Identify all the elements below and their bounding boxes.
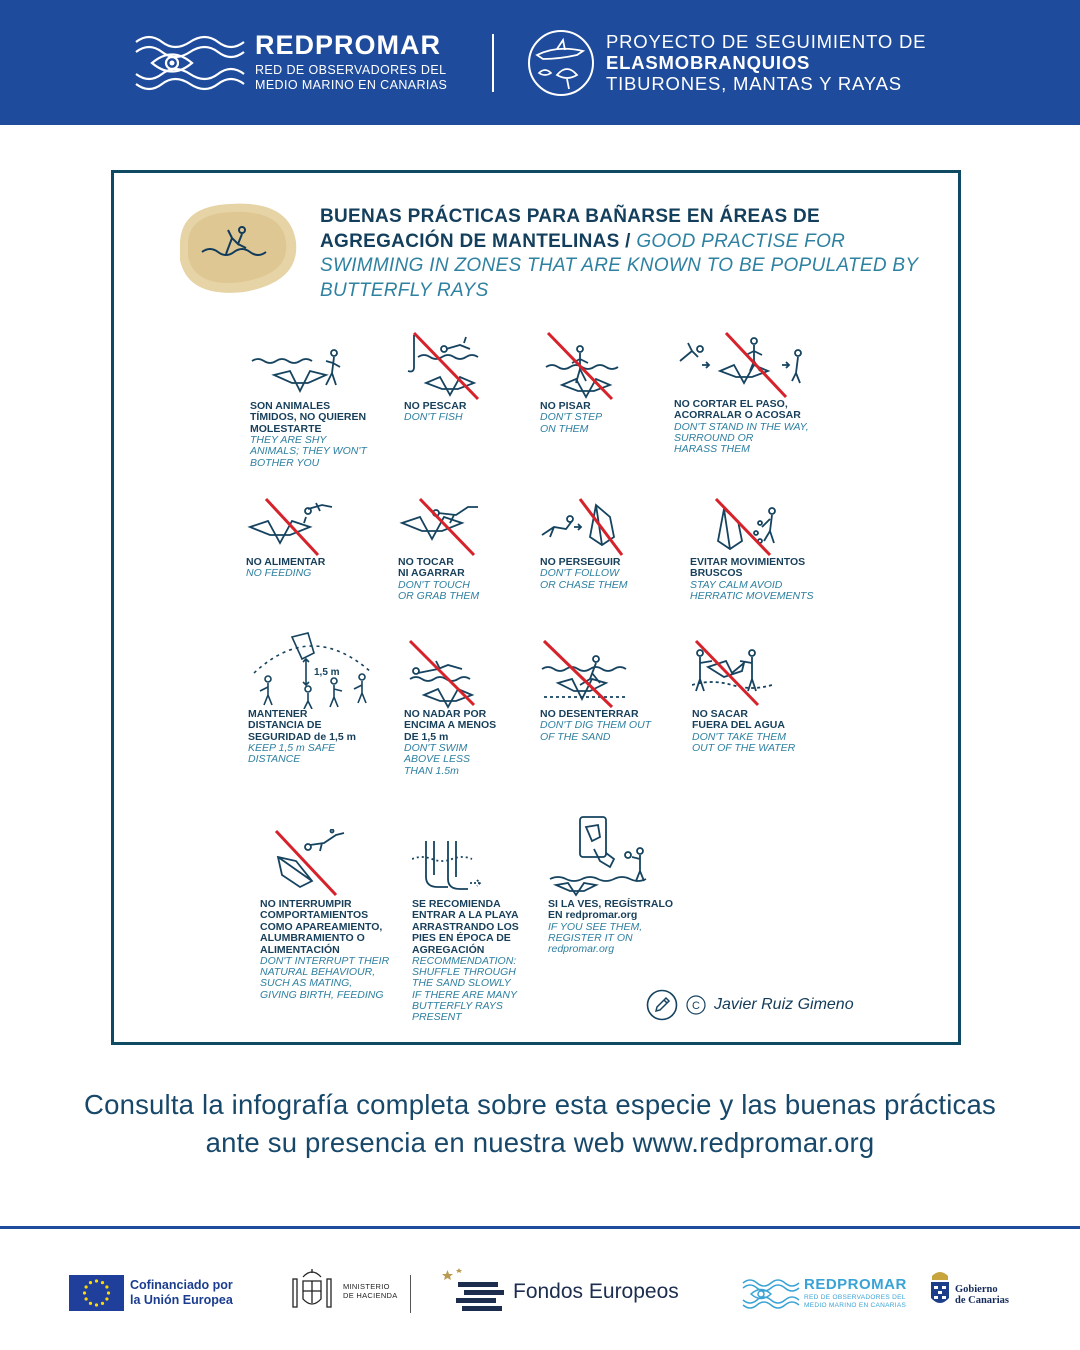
no-feeding-icon <box>246 497 342 557</box>
practice-item-no-swim-above <box>404 639 524 777</box>
swimmer-badge-icon <box>172 200 300 296</box>
caption-es: NO CORTAR EL PASO, ACORRALAR O ACOSAR <box>674 398 801 422</box>
title-english: GOOD PRACTISE FOR SWIMMING IN ZONES THAT ARE KNOWN TO BE POPULATED BY BUTTERFLY RAYS <box>320 230 919 301</box>
no-stepping-icon <box>540 331 620 401</box>
caption-en: IF YOU SEE THEM, REGISTER IT ON redpromar.org <box>548 920 643 956</box>
shark-ray-logo <box>527 29 595 97</box>
caption-en: NO FEEDING <box>246 567 312 580</box>
practice-item-no-chasing <box>540 497 670 591</box>
gobierno-canarias-text: Gobierno de Canarias <box>955 1284 1009 1306</box>
ministry-divider <box>410 1275 411 1313</box>
fondos-europeos-text: Fondos Europeos <box>513 1280 679 1303</box>
fondos-europeos-logo <box>442 1268 506 1314</box>
brand-title: REDPROMAR <box>255 30 442 60</box>
caption-en: DON'T SWIM ABOVE LESS THAN 1.5m <box>404 742 470 777</box>
caption-es: NO PISAR <box>540 400 591 412</box>
caption-es: NO SACAR FUERA DEL AGUA <box>692 708 785 732</box>
caption-es: NO NADAR POR ENCIMA A MENOS DE 1,5 m <box>404 708 497 743</box>
register-sighting-icon <box>548 813 658 899</box>
caption-en: THEY ARE SHY ANIMALS; THEY WON'T BOTHER YOU <box>250 434 367 469</box>
no-chasing-icon <box>540 497 630 557</box>
credit-author: Javier Ruiz Gimeno <box>714 996 854 1013</box>
header-band <box>0 0 1080 125</box>
copyright-symbol: C <box>692 1000 700 1012</box>
caption-en: RECOMMENDATION: SHUFFLE THROUGH THE SAND SLOWLY IF THERE ARE MANY BUTTERFLY RAYS PRESENT <box>412 955 518 1024</box>
distance-label: 1,5 m <box>314 667 340 678</box>
infographic-title <box>320 205 920 303</box>
eu-cofinance-text: Cofinanciado por la Unión Europea <box>130 1278 233 1307</box>
caption-en: DON'T STEP ON THEM <box>540 411 603 435</box>
caption-es: NO PERSEGUIR <box>540 556 621 568</box>
no-interrupting-icon <box>260 829 350 899</box>
caption-es: MANTENER DISTANCIA DE SEGURIDAD de 1,5 m <box>248 708 356 743</box>
redpromar-footer-logo <box>741 1278 801 1310</box>
caption-en: DON'T DIG THEM OUT OF THE SAND <box>540 719 652 743</box>
safe-distance-icon <box>248 629 378 709</box>
no-touching-icon <box>398 497 488 557</box>
no-swim-above-icon <box>404 639 484 709</box>
pencil-icon <box>646 989 678 1021</box>
caption-en: DON'T FOLLOW OR CHASE THEM <box>540 567 628 591</box>
practice-item-no-sudden-moves <box>690 497 840 602</box>
caption-es: NO PESCAR <box>404 400 467 412</box>
infographic-frame <box>111 170 961 1045</box>
caption-es: NO DESENTERRAR <box>540 708 639 720</box>
project-line-2: ELASMOBRANQUIOS <box>606 52 811 73</box>
canarias-crest-icon <box>928 1268 952 1310</box>
redpromar-waves-logo <box>134 34 246 92</box>
practice-item-no-touching <box>398 497 528 602</box>
caption-en: DON'T STAND IN THE WAY, SURROUND OR HARASS THEM <box>674 420 809 456</box>
caption-es: NO TOCAR NI AGARRAR <box>398 556 465 580</box>
header-divider <box>492 34 494 92</box>
ministry-text: MINISTERIO DE HACIENDA <box>343 1282 398 1300</box>
practice-item-no-removing <box>692 639 822 754</box>
project-line-3: TIBURONES, MANTAS Y RAYAS <box>606 73 902 94</box>
practice-item-no-feeding <box>246 497 386 580</box>
footer-rule <box>0 1226 1080 1229</box>
caption-es: NO ALIMENTAR <box>246 556 326 568</box>
caption-es: SON ANIMALES TÍMIDOS, NO QUIEREN MOLESTARTE <box>250 400 367 435</box>
credit <box>646 989 906 1023</box>
shy-ray-swimmer-icon <box>250 333 350 401</box>
practice-item-no-digging <box>540 639 670 743</box>
eu-flag-icon <box>69 1275 124 1311</box>
practice-item-register <box>548 813 698 955</box>
practice-item-no-interrupting <box>260 829 410 1001</box>
caption-en: DON'T FISH <box>404 411 463 424</box>
caption-es: SE RECOMIENDA ENTRAR A LA PLAYA ARRASTRANDO LOS PIES EN ÉPOCA DE AGREGACIÓN <box>412 898 519 956</box>
caption-es: EVITAR MOVIMIENTOS BRUSCOS <box>690 556 806 580</box>
no-sudden-moves-icon <box>690 497 790 557</box>
caption-es: SI LA VES, REGÍSTRALO EN redpromar.org <box>548 898 674 922</box>
title-spanish: BUENAS PRÁCTICAS PARA BAÑARSE EN ÁREAS DE AGREGACIÓN DE MANTELINAS / <box>320 206 821 252</box>
project-line-1: PROYECTO DE SEGUIMIENTO DE <box>606 31 927 52</box>
no-removing-icon <box>692 639 772 709</box>
website-caption: Consulta la infografía completa sobre esta especie y las buenas prácticas ante su presencia en nuestra web www.redpromar.org <box>84 1089 996 1158</box>
shuffle-feet-icon <box>412 837 492 899</box>
practice-item-shy <box>250 333 390 469</box>
caption-en: STAY CALM AVOID HERRATIC MOVEMENTS <box>690 578 814 603</box>
spain-crest-icon <box>289 1265 335 1315</box>
caption-en: DON'T TAKE THEM OUT OF THE WATER <box>692 730 796 755</box>
brand-subtitle: RED DE OBSERVADORES DEL MEDIO MARINO EN CANARIAS <box>255 63 448 92</box>
practice-item-safe-distance <box>248 629 398 766</box>
practice-item-no-stepping <box>540 331 660 435</box>
redpromar-footer-title: REDPROMAR <box>804 1276 907 1293</box>
redpromar-footer-subtitle: RED DE OBSERVADORES DEL MEDIO MARINO EN CANARIAS <box>804 1294 907 1309</box>
caption-en: KEEP 1,5 m SAFE DISTANCE <box>248 742 336 766</box>
no-fishing-icon <box>404 331 484 401</box>
caption-en: DON'T TOUCH OR GRAB THEM <box>398 578 480 603</box>
caption-es: NO INTERRUMPIR COMPORTAMIENTOS COMO APAREAMIENTO, ALUMBRAMIENTO O ALIMENTACIÓN <box>260 898 383 956</box>
caption-en: DON'T INTERRUPT THEIR NATURAL BEHAVIOUR, SUCH AS MATING, GIVING BIRTH, FEEDING <box>260 955 390 1001</box>
no-harassing-icon <box>674 331 814 399</box>
practice-item-shuffle-feet <box>412 837 542 1023</box>
practice-item-no-fishing <box>404 331 524 424</box>
copyright-icon <box>686 995 706 1015</box>
no-digging-icon <box>540 639 630 709</box>
practice-item-no-harassing <box>674 331 844 455</box>
